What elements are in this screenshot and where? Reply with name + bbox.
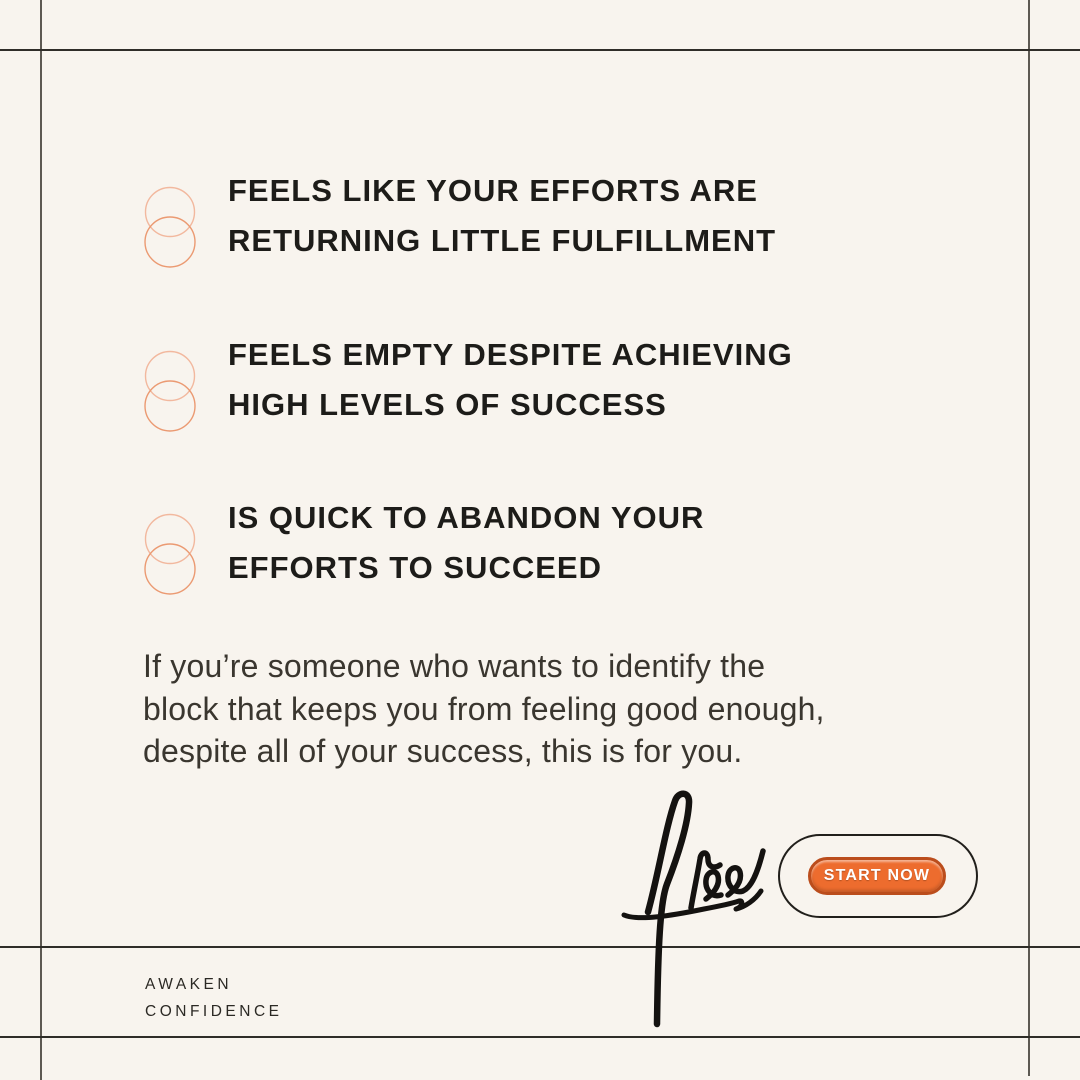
frame-horizontal-line-middle <box>0 946 1080 948</box>
bullet-text <box>228 166 988 266</box>
bullet-text <box>228 330 988 430</box>
overlapping-circles-icon <box>144 350 196 434</box>
cta-outline-pill <box>778 834 978 918</box>
bullet-text <box>228 493 988 593</box>
overlapping-circles-icon <box>144 513 196 597</box>
paragraph-line: block that keeps you from feeling good enough, <box>143 690 825 727</box>
paragraph-line: If you’re someone who wants to identify the <box>143 648 766 684</box>
bullet-line: FEELS LIKE YOUR EFFORTS ARE <box>228 173 758 208</box>
overlapping-circles-icon <box>144 186 196 270</box>
free-script-text <box>608 788 778 1033</box>
intro-paragraph <box>143 645 1023 773</box>
start-now-button-label: START NOW <box>823 867 931 884</box>
brand-line-1: AWAKEN <box>145 976 233 993</box>
frame-vertical-line-right <box>1028 0 1030 1076</box>
bullet-line: HIGH LEVELS OF SUCCESS <box>228 387 667 422</box>
frame-horizontal-line-top <box>0 49 1080 51</box>
bullet-line: FEELS EMPTY DESPITE ACHIEVING <box>228 337 793 372</box>
bullet-line: RETURNING LITTLE FULFILLMENT <box>228 223 777 258</box>
frame-vertical-line-left <box>40 0 42 1080</box>
brand-wordmark <box>145 971 282 1025</box>
frame-horizontal-line-bottom <box>0 1036 1080 1038</box>
brand-line-2: CONFIDENCE <box>145 1003 283 1020</box>
paragraph-line: despite all of your success, this is for you. <box>143 733 743 769</box>
bullet-line: EFFORTS TO SUCCEED <box>228 550 602 585</box>
bullet-line: IS QUICK TO ABANDON YOUR <box>228 500 705 535</box>
start-now-button[interactable] <box>808 857 946 895</box>
